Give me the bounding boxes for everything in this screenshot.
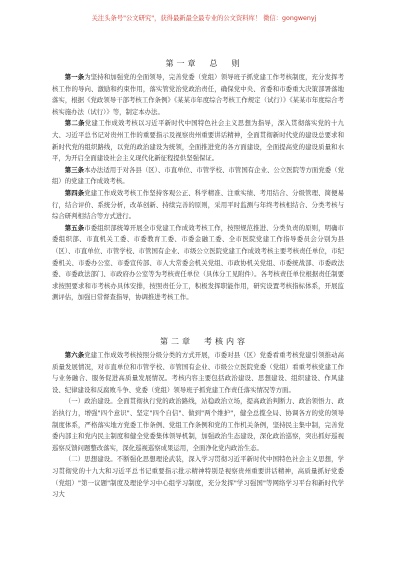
chapter-2-body bbox=[52, 350, 344, 501]
chapter-1-body bbox=[52, 72, 344, 304]
article-number: 第六条 bbox=[64, 351, 85, 359]
article-text: 党建工作成效考核以习近平新时代中国特色社会主义思想为指导，深入贯彻落实党的十九大、习近平总书记对贵州工作的重要指示及视察贵州重要讲话精神，全面贯彻新时代党的建设总要求和新时代党的组织路线，以党的政治建设为统领，全面推进党的各方面建设，全面提高党的建设质量和水平，为开启全面建设社会主义现代化新征程提供坚强保证。 bbox=[52, 119, 345, 163]
article-paragraph bbox=[52, 188, 344, 223]
article-paragraph bbox=[52, 165, 344, 188]
article-paragraph bbox=[52, 118, 344, 164]
promo-banner[interactable]: 关注头条号"公文研究"，获得最新最全最专业的公文资料库！ 微信：gongwenyj bbox=[91, 15, 317, 22]
article-number: 第三条 bbox=[64, 165, 85, 174]
article-text: 党建工作成效考核按照分级分类的方式开展，市委对县（区）党委看重考核党建引领推动高质量发展情况，对市直单位和市管学校、市管国有企业、市级公立医院党委（党组）看重考核党建工作与业务融合、服务促进高质量发展情况。考核内容主要包括政治建设、思想建设、组织建设、作风建设、纪律建设和反腐败斗争、党委（党组）领导班子抓党建工作责任落实情况等方面。 bbox=[52, 351, 345, 394]
article-text: 党建工作成效考核工作坚持客观公正、科学精准、注重实绩、考用结合、分级管理、简便易行，结合评价、系统分析，改革创新、持续完善的原则，采用平时监测与年终考核相结合、分类考核与综合研判相结合等方式进行。 bbox=[52, 188, 345, 221]
article-number: 第四条 bbox=[64, 188, 85, 197]
section-text: （一）政治建设。全面贯彻执行党的政治路线，站稳政治立场，提高政治判断力、政治领悟力、政治执行力，增强"四个意识"、坚定"四个自信"、做到"两个维护"，健全总揽全局、协调各方的党的领导制度体系，严格落实地方党委工作条例、党组工作条例和党的工作机关条例，坚持民主集中制，完善党委内部主和党内民主制度和健全党委集体领导机制，加强政治生态建设，深化政治巡察，突出抓好巡视巡察反馈问题整改落实，深化巡视巡察成果运用，全面净化党内政治生态。 bbox=[52, 397, 344, 452]
article-text: 本办法适用于对各县（区）、市直单位、市管学校、市管国有企业、公立医院等方面党委（党组）的党建工作成效考核。 bbox=[52, 165, 344, 186]
article-text: 为坚持和加强党的全面领导，完善党委（党组）领导班子抓党建工作考核制度，充分发挥考核工作的导向、激励和约束作用，落实管党治党政治责任，确保党中央、省委和市委重大决策部署落地落实，根据《党政领导干部考核工作条例》《某某市年度综合考核工作规定（试行）》《某某市年度综合考核实施办法（试行）》等，制定本办法。 bbox=[52, 73, 345, 116]
article-text: 市委组织部统筹开展全市党建工作成效考核工作，按照规范推进、分类负责的原则，明确市委组织部、市直机关工委、市委教育工委、市委金融工委、全市医院党建工作指导委员会分别为县（区）、市直单位、市管学校、市管国有企业、市级公立医院党建工作成效考核主要考核责任单位，市纪委机关、市委办公室、市委宣传部、市人大常委会机关党组、市政协机关党组、市委统战部、市委政法委、市委政法部门、市政府办公室等为考核责任单位（具体分工见附件）。各考核责任单位根据责任制要求按照要求和市考核办具体安排，按照责任分工，积极发挥职能作用，研究设置考核指标体系，开展监测评估，加强日常督查指导，协调推进考核工作。 bbox=[52, 223, 345, 302]
section-paragraph bbox=[52, 396, 344, 454]
article-number: 第一条 bbox=[64, 73, 85, 81]
article-number: 第二条 bbox=[64, 119, 85, 128]
article-paragraph bbox=[52, 350, 344, 396]
section-text: （二）思想建设。不断强化思想理论武装，深入学习贯彻习近平新时代中国特色社会主义思想，学习贯彻党的十九大和习近平总书记重要指示批示精神特别是视察贵州重要讲话精神，高质量抓好党委（党组）"第一议题"制度及理论学习中心组学习制度，充分发挥"学习强国"等网络学习平台和新时代学习大 bbox=[52, 455, 344, 499]
chapter-2-title: 第二章 考核内容 bbox=[160, 337, 248, 346]
article-paragraph bbox=[52, 223, 344, 304]
section-paragraph bbox=[52, 454, 344, 500]
article-paragraph bbox=[52, 72, 344, 118]
article-number: 第五条 bbox=[64, 223, 85, 232]
chapter-1-title: 第一章 总 则 bbox=[165, 59, 243, 68]
